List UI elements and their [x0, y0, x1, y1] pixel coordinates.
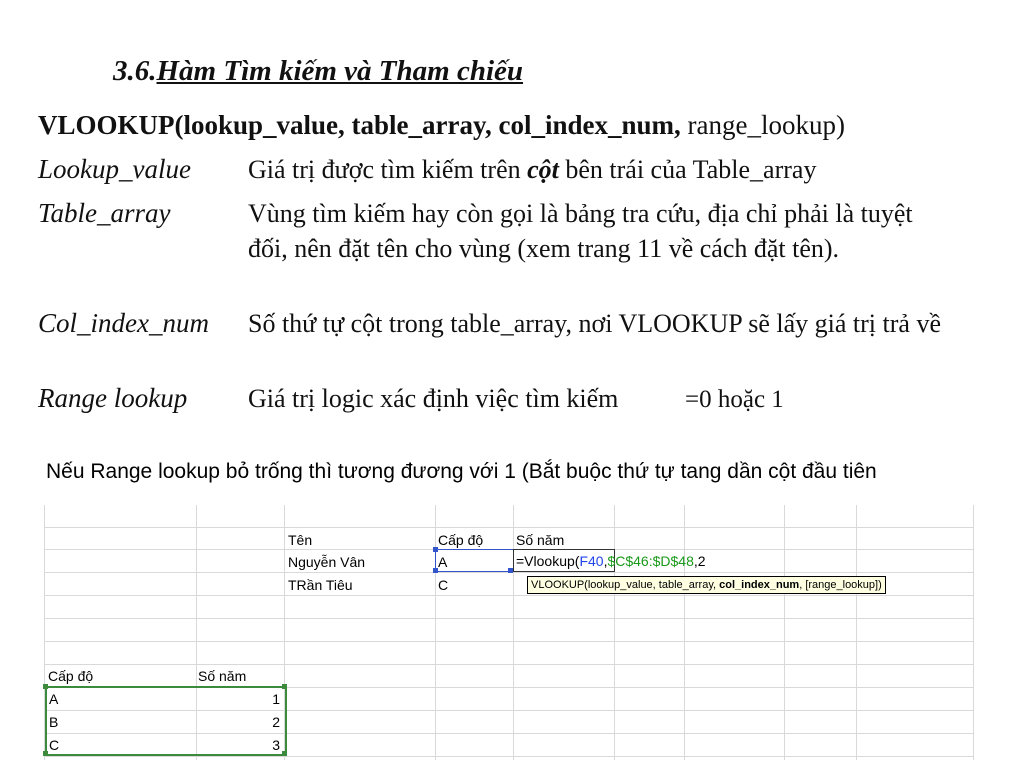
lookup-level-cell[interactable]: C — [49, 737, 60, 753]
syntax-range-lookup: range_lookup — [687, 110, 837, 140]
formula-separator: , — [603, 553, 608, 569]
formula-text[interactable] — [516, 552, 706, 570]
lookup-years-cell[interactable]: 3 — [272, 737, 280, 753]
selection-handle[interactable] — [433, 547, 438, 552]
lookup-years-cell[interactable]: 2 — [272, 714, 280, 730]
range-handle[interactable] — [282, 684, 287, 689]
param-desc-table-array: Vùng tìm kiếm hay còn gọi là bảng tra cứu, địa chỉ phải là tuyệt đối, nên đặt tên cho vùng (xem trang 11 về cách đặt tên). — [248, 199, 913, 263]
lookup-years-cell[interactable]: 1 — [272, 691, 280, 707]
section-title: Hàm Tìm kiếm và Tham chiếu — [156, 55, 524, 87]
lookup-level-cell[interactable]: A — [49, 691, 59, 707]
referenced-range-highlight — [45, 686, 287, 756]
param-name-col-index-num: Col_index_num — [38, 308, 209, 338]
selection-handle[interactable] — [433, 568, 438, 573]
range-lookup-note: Nếu Range lookup bỏ trống thì tương đương với 1 (Bắt buộc thứ tự tang dần cột đầu tiên — [46, 460, 877, 483]
section-heading — [113, 55, 523, 88]
lookup-level-cell[interactable]: B — [49, 714, 59, 730]
range-lookup-value: =0 hoặc 1 — [685, 386, 784, 413]
param-name-range-lookup: Range lookup — [38, 383, 188, 413]
tooltip-text: , [range_lookup]) — [799, 579, 882, 591]
tooltip-text: VLOOKUP(lookup_value, table_array, — [531, 579, 720, 591]
name-cell[interactable]: Nguyễn Vân — [288, 554, 366, 570]
header-level-cell[interactable]: Cấp độ — [438, 532, 484, 548]
desc-text: Giá trị được tìm kiếm trên — [248, 155, 528, 184]
level-cell[interactable]: C — [438, 577, 449, 593]
lookup-header-years[interactable]: Số năm — [198, 668, 247, 684]
param-name-lookup-value: Lookup_value — [38, 154, 191, 184]
range-handle[interactable] — [43, 684, 48, 689]
range-handle[interactable] — [43, 751, 48, 756]
desc-text: bên trái của Table_array — [558, 155, 817, 184]
function-syntax-tooltip — [527, 576, 886, 594]
param-desc-range-lookup: Giá trị logic xác định việc tìm kiếm — [248, 384, 619, 413]
desc-emphasis: cột — [527, 155, 559, 184]
lookup-header-level[interactable]: Cấp độ — [48, 668, 94, 684]
syntax-close: ) — [836, 110, 846, 140]
formula-ref-cell: F40 — [579, 553, 604, 569]
formula-suffix: ,2 — [693, 553, 706, 569]
level-cell[interactable]: A — [438, 554, 448, 570]
name-cell[interactable]: TRần Tiêu — [288, 577, 353, 593]
referenced-cell-highlight — [435, 549, 514, 572]
tooltip-current-arg: col_index_num — [719, 579, 800, 591]
param-desc-lookup-value — [248, 152, 968, 187]
section-number: 3.6. — [113, 55, 157, 87]
range-handle[interactable] — [282, 751, 287, 756]
param-desc-col-index-num: Số thứ tự cột trong table_array, nơi VLOOKUP sẽ lấy giá trị trả về — [248, 309, 941, 338]
header-name-cell[interactable]: Tên — [288, 532, 313, 548]
param-name-table-array: Table_array — [38, 198, 171, 228]
header-years-cell[interactable]: Số năm — [516, 532, 565, 548]
formula-ref-range: $C$46:$D$48 — [607, 553, 694, 569]
formula-prefix: =Vlookup( — [516, 553, 580, 569]
vlookup-syntax — [38, 110, 845, 141]
syntax-bold: VLOOKUP(lookup_value, table_array, col_index_num, — [38, 110, 688, 140]
